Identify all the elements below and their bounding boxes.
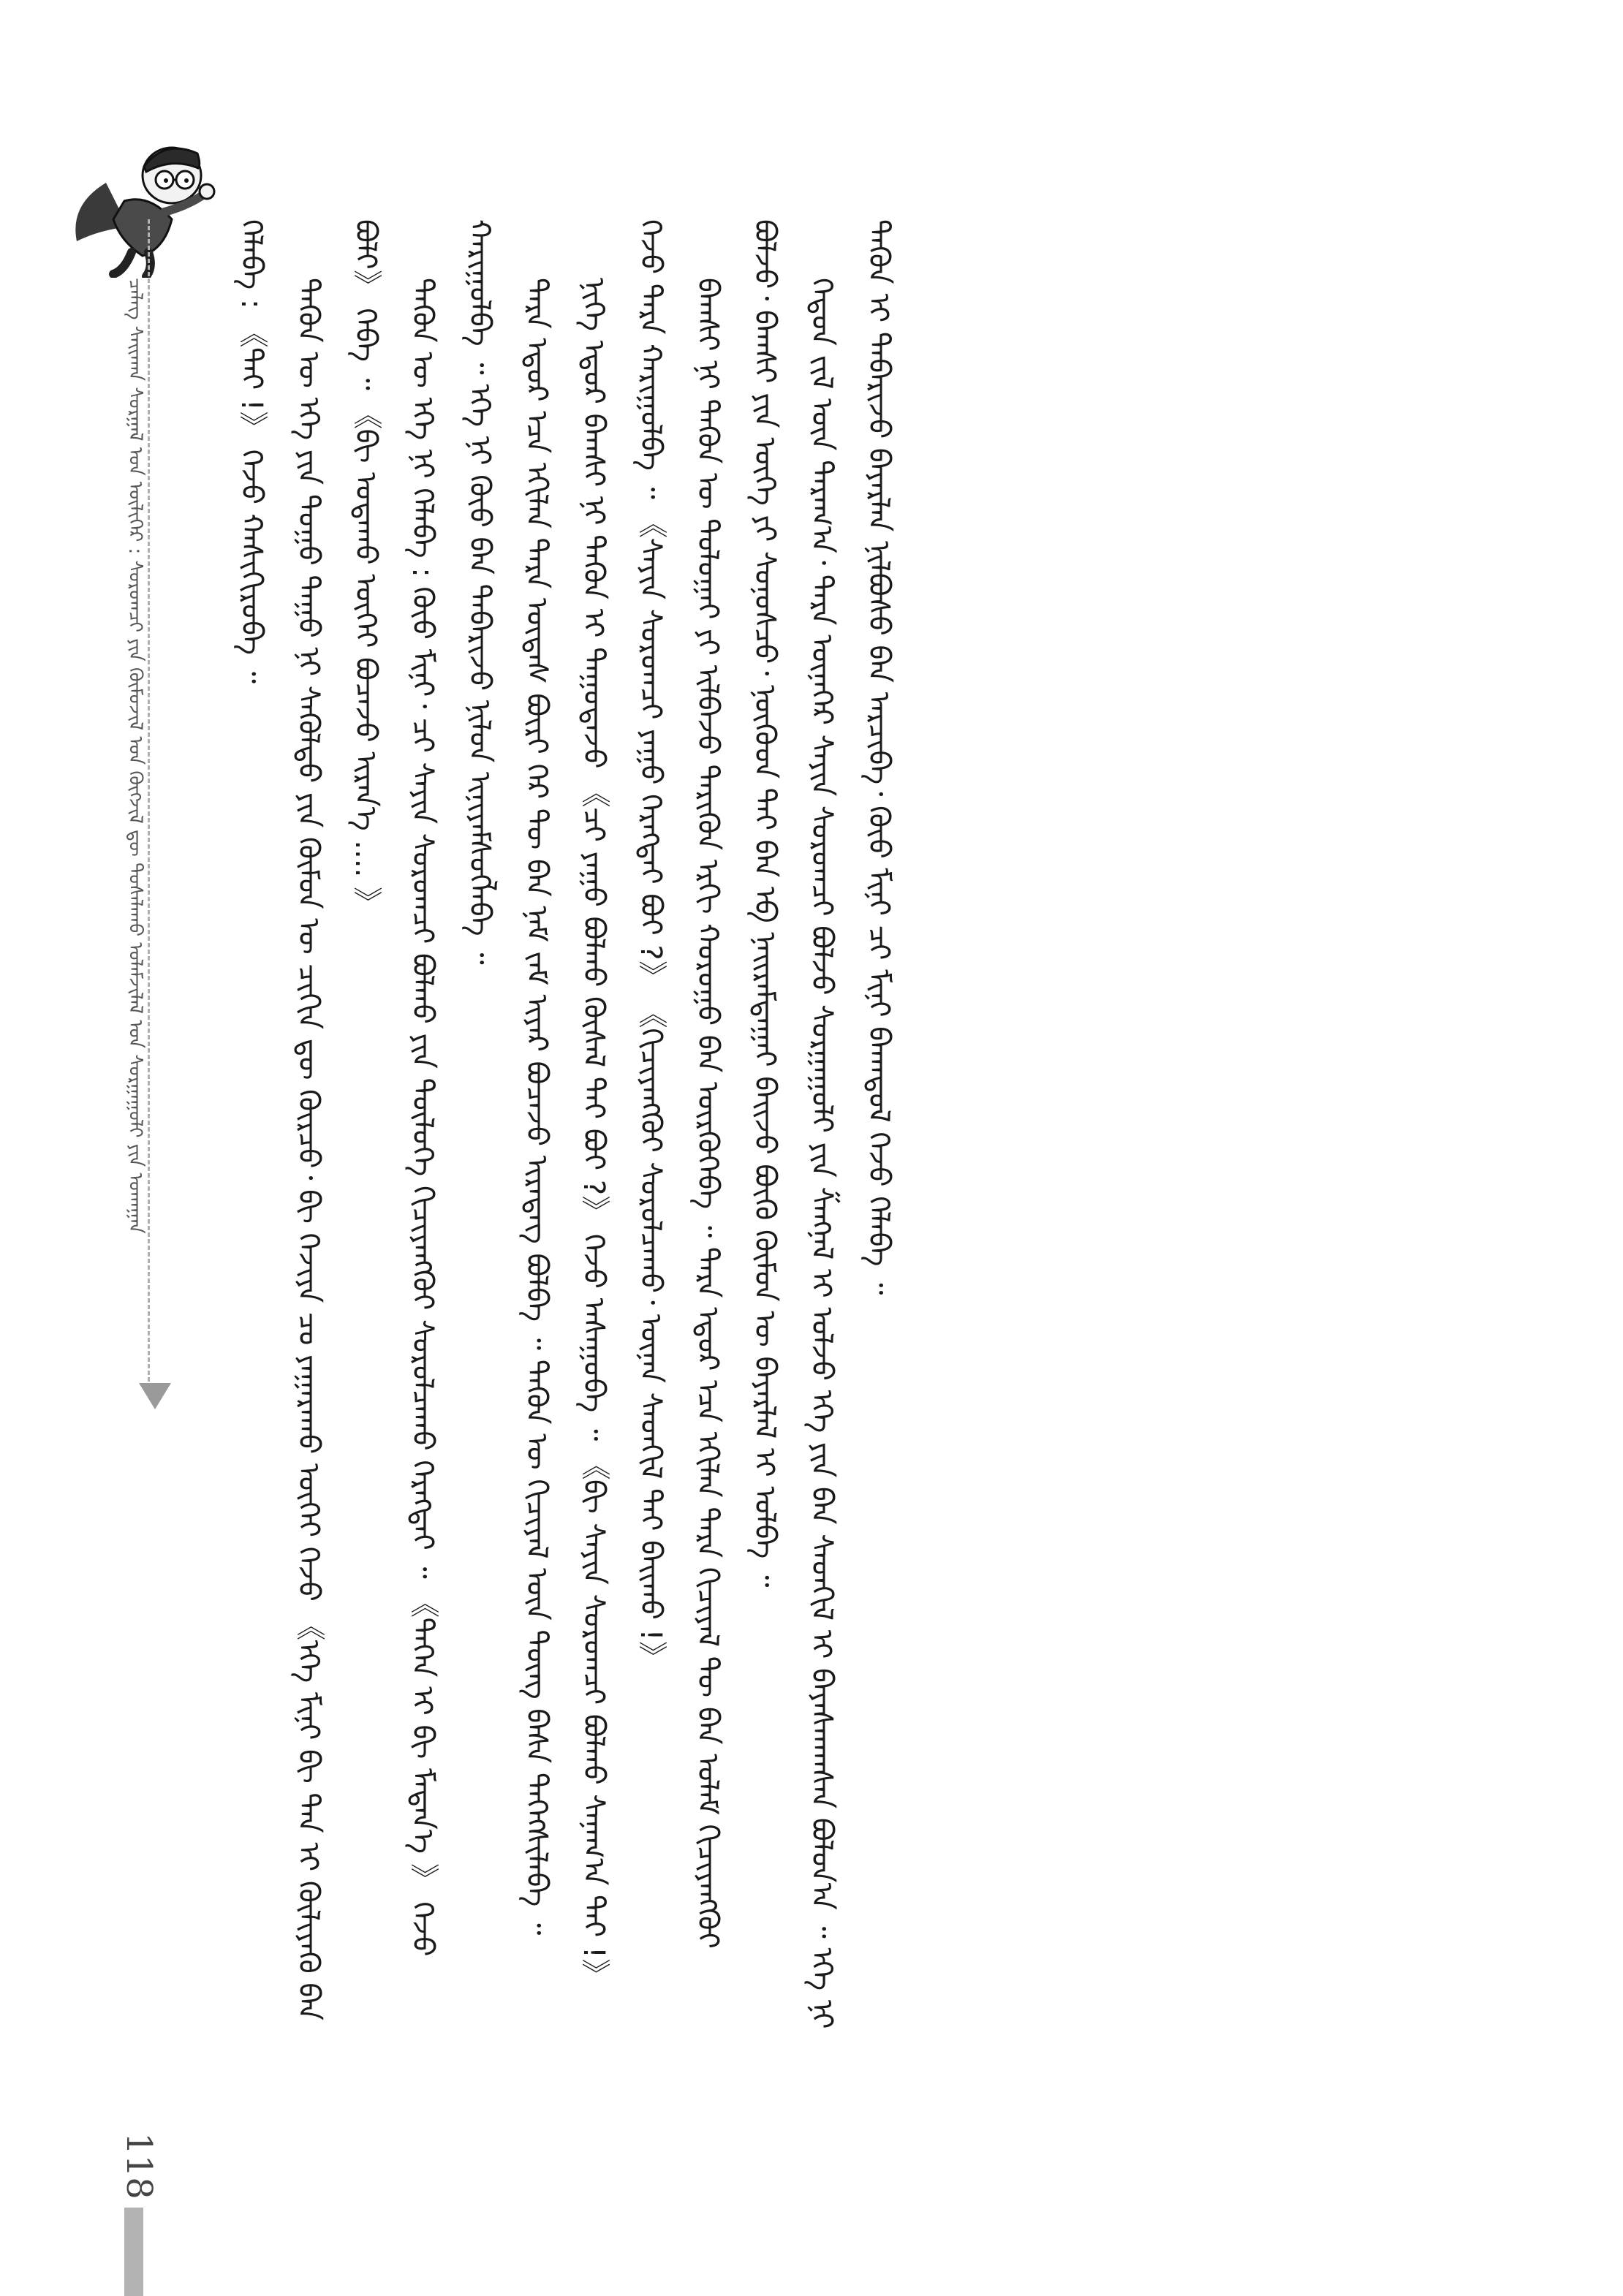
flying-boy-with-glasses-icon	[62, 132, 223, 278]
paragraph: ᠲᠡᠭᠦᠨ ᠦ ᠡᠬᠡ ᠨᠢ ᠬᠡᠯᠡᠪᠡ : ᠬᠦᠦ ᠮᠢᠨᠢ᠂ ᠴᠢ ᠰᠠᠶᠢᠨ ᠰᠤᠷᠤᠭᠴᠢ ᠪᠤᠯᠬᠤ ᠶᠢᠨ ᠲᠥᠯᠥᠭᠡ ᠬᠢᠴᠢᠶᠡᠩᠭᠦᠢ ᠰᠤᠷᠤᠯᠴᠠᠬᠤ ᠬᠡᠷᠡᠭᠲᠡᠢ ᠃ 《ᠲᠡᠭᠡᠨ ᠢ ᠪᠢ ᠮᠡᠳᠡᠨ᠎ᠡ 》 ᠭᠡᠵᠦ ᠬᠠᠷᠢᠭᠤᠯᠪᠠ ᠃ ᠡᠬᠡ ᠨᠢ ᠬᠦᠦ ᠪᠡᠨ ᠲᠡᠪᠡᠷᠢᠵᠦ ᠨᠢᠯᠤᠨ ᠢᠨᠢᠶᠡᠮᠰᠦᠭᠯᠡᠪᠡ ᠃	[406, 219, 496, 1957]
paragraph: ᠲᠡᠭᠦᠨ ᠦ ᠡᠬᠡ ᠶᠢᠨ ᠳᠤᠭᠤ ᠳᠠᠭᠤ ᠨᠢ ᠰᠡᠭᠦᠯᠳᠦ ᠶᠢᠨ ᠬᠦᠮᠦᠨ ᠦ ᠴᠢᠬᠢᠨ ᠳᠦ ᠬᠦᠷᠴᠦ᠂ ᠪᠢ ᠬᠡᠵᠢᠶᠡ ᠴᠤ ᠶᠠᠭᠠᠷᠠᠬᠤ ᠦᠭᠡᠢ ᠭᠡᠵᠦ 《ᠡᠬᠡ ᠮᠢᠨᠢ ᠪᠢ ᠲᠠᠨ ᠢ ᠬᠦᠯᠢᠶᠡᠬᠦ ᠪᠠᠨ ᠪᠤᠯᠢ》 ᠭᠡᠪᠡ ᠃ 《ᠪᠢ ᠤᠳᠠᠬᠤ ᠦᠭᠡᠢ ᠪᠤᠴᠠᠵᠤ ᠢᠷᠡᠨ᠎ᠡ .... 》	[292, 219, 382, 2021]
triangle-down-icon	[139, 1383, 171, 1409]
body-text	[223, 219, 1305, 2032]
paragraph: ᠲᠡᠷᠡ ᠡᠳᠦᠷ ᠡᠴᠡ ᠡᠬᠢᠯᠡᠨ ᠲᠡᠷᠡ ᠦᠳᠡᠰ ᠪᠦᠷᠢ ᠭᠡᠷ ᠲᠦ ᠪᠠᠨ ᠨᠠᠮ ᠵᠠᠮ ᠢᠶᠠᠷ ᠪᠤᠴᠠᠵᠤ ᠢᠷᠡᠳᠡᠭ ᠪᠤᠯᠪᠠ ᠃ ᠲᠡᠭᠦᠨ ᠦ ᠬᠢᠴᠢᠶᠡᠯ ᠦᠨ ᠳᠦᠩ ᠪᠠᠰᠠ ᠳᠡᠭᠡᠭᠰᠢᠯᠡᠪᠡ ᠃	[520, 278, 553, 1936]
paragraph: ᠬᠡᠳᠦᠨ ᠵᠢᠯ ᠦᠨ ᠳᠠᠷᠠᠭ᠎ᠠ᠂ ᠲᠡᠷᠡ ᠦᠨᠡᠬᠡᠷ ᠰᠠᠶᠢᠨ ᠰᠤᠷᠤᠭᠴᠢ ᠪᠤᠯᠵᠤ ᠰᠤᠷᠭᠠᠭᠤᠯᠢ ᠶᠢᠨ ᠱᠠᠩᠨᠠᠯ ᠢ ᠣᠯᠵᠤ ᠡᠬᠡ ᠶᠢᠨ ᠪᠠᠨ ᠰᠡᠳᠬᠢᠯ ᠢ ᠪᠠᠶᠠᠰᠬᠠᠭᠰᠠᠨ ᠪᠤᠯᠤᠨ᠎ᠠ ᠃ ᠡᠬᠡ ᠨᠢ ᠲᠡᠭᠦᠨ ᠢ ᠲᠡᠪᠡᠷᠢᠵᠦ ᠪᠠᠶᠠᠷᠯᠠᠨ ᠨᠢᠯᠪᠤᠰᠤ ᠪᠠᠨ ᠠᠷᠴᠢᠪᠠ᠂ ᠬᠦᠦ ᠮᠢᠨᠢ ᠴᠢ ᠮᠢᠨᠢ ᠪᠠᠬᠠᠳᠤᠯ ᠭᠡᠵᠦ ᠬᠡᠯᠡᠪᠡ ᠃	[805, 219, 896, 2029]
paragraph: ᠪᠠᠭᠰᠢ ᠨᠢ ᠲᠡᠭᠦᠨ ᠦ ᠲᠣᠯᠣᠭᠠᠢ ᠶᠢ ᠢᠯᠪᠡᠵᠦ ᠲᠡᠷᠢᠭᠦᠨ ᠡᠷᠬᠢ ᠬᠤᠷᠤᠭᠤ ᠪᠠᠨ ᠥᠷᠭᠥᠭᠡᠪᠡ ᠃ ᠲᠡᠷᠡ ᠡᠳᠦᠷ ᠡᠴᠡ ᠡᠬᠢᠯᠡᠨ ᠲᠡᠷᠡ ᠬᠢᠴᠢᠶᠡᠯ ᠲᠦ ᠪᠠᠨ ᠤᠯᠠᠮ ᠬᠢᠴᠢᠶᠡᠩᠭᠦᠢ ᠪᠤᠯᠵᠤ᠂ ᠪᠠᠭᠰᠢ ᠶᠢᠨ ᠦᠭᠡ ᠶᠢ ᠰᠣᠨᠣᠰᠴᠤ᠂ ᠨᠥᠬᠦᠳ ᠲᠡᠢ ᠪᠠᠨ ᠡᠪ ᠨᠠᠢᠷᠠᠮᠳᠠᠭᠠᠢ ᠪᠠᠢᠵᠤ ᠪᠦᠬᠦ ᠬᠦᠮᠦᠨ ᠦ ᠪᠠᠶᠠᠷᠯᠠᠯ ᠢ ᠤᠯᠪᠠ ᠃	[691, 219, 782, 1949]
paragraph: ᠬᠡᠯᠡᠪᠡ : 《ᠲᠠᠢ !》 ᠭᠡᠵᠦ ᠬᠠᠰᠢᠭᠢᠷᠤᠪᠠ ᠃	[235, 219, 268, 684]
thumb-tab	[124, 2208, 143, 2296]
page-number: 118	[118, 2132, 159, 2200]
running-head: ᠴᠡᠯᠡᠭ ᠰᠠᠢᠬᠠᠨ ᠰᠤᠷᠭᠠᠯ ᠤᠨ ᠦᠯᠢᠭᠡᠷ : ᠰᠤᠷᠤᠭᠴᠢ ᠶᠢᠨ ᠬᠦᠮᠦᠵᠢᠯ ᠤᠨ ᠬᠥᠭᠵᠢᠯ ᠳᠦ ᠲᠤᠰᠠᠯᠠᠬᠤ ᠤᠯᠠᠮᠵᠢᠯᠠᠯ ᠤᠨ ᠰᠤᠷᠭᠠᠭᠤᠯᠢ ᠶᠢᠨ ᠤᠬᠠᠭᠠᠨ	[124, 278, 146, 1234]
paragraph: ᠨᠢᠭᠡ ᠡᠳᠦᠷ ᠪᠠᠭᠰᠢ ᠨᠢ ᠲᠡᠭᠦᠨ ᠢ ᠳᠠᠭᠤᠳᠠᠵᠤ 《ᠴᠢ ᠶᠠᠭᠤ ᠪᠤᠯᠬᠤ ᠬᠦᠰᠡᠯ ᠲᠡᠢ ᠪᠤᠢ ?》 ᠭᠡᠵᠦ ᠠᠰᠠᠭᠤᠪᠠ ᠃ 《ᠪᠢ ᠰᠠᠶᠢᠨ ᠰᠤᠷᠤᠭᠴᠢ ᠪᠤᠯᠬᠤ ᠰᠠᠨᠠᠭ᠎ᠠ ᠲᠠᠢ !》 ᠭᠡᠵᠦ ᠲᠡᠷᠡ ᠬᠠᠷᠢᠭᠤᠯᠪᠠ ᠃ 《ᠰᠠᠶᠢᠨ ᠰᠤᠷᠤᠭᠴᠢ ᠶᠠᠭᠤ ᠬᠡᠷᠡᠭᠲᠡᠢ ᠪᠤᠢ ?》 《ᠬᠢᠴᠢᠶᠡᠩᠭᠦᠢ ᠰᠤᠷᠤᠯᠴᠠᠬᠤ᠂ ᠦᠨᠡᠨ ᠰᠡᠳᠬᠢᠯ ᠲᠡᠢ ᠪᠠᠢᠬᠤ !》	[577, 219, 667, 1988]
